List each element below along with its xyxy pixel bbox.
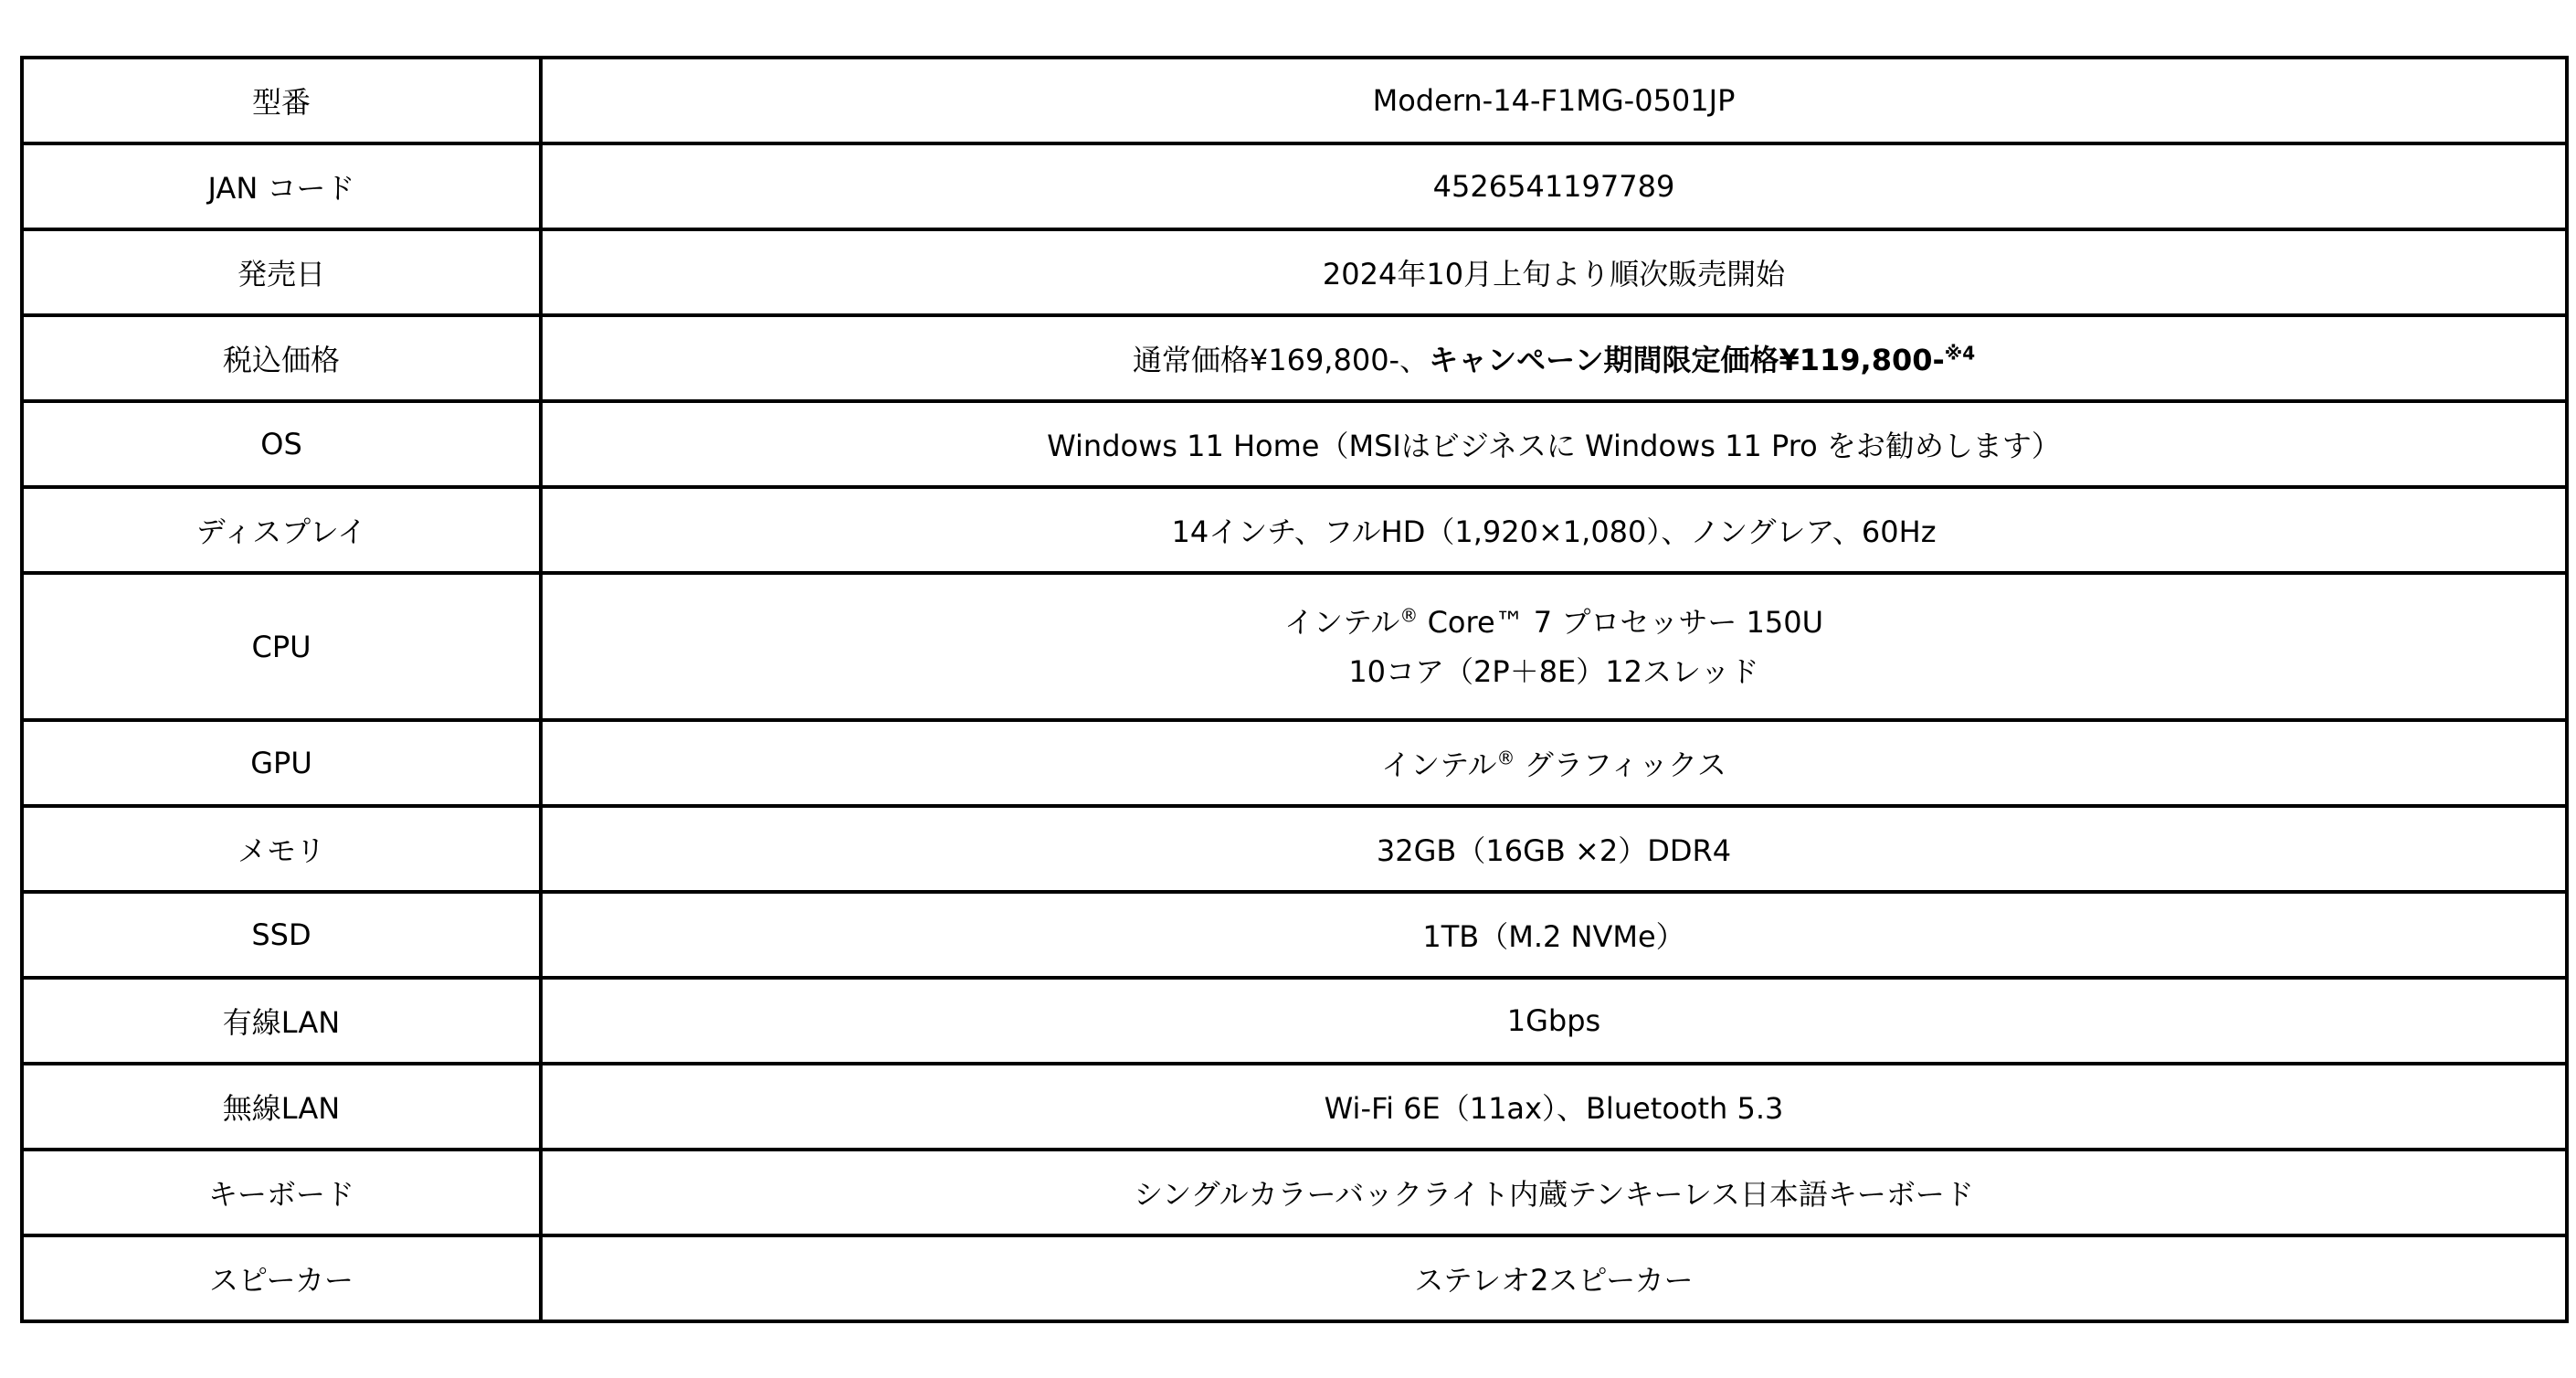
row-value: 32GB（16GB ×2）DDR4 <box>541 806 2567 892</box>
row-value: シングルカラーバックライト内蔵テンキーレス日本語キーボード <box>541 1150 2567 1235</box>
row-label: 無線LAN <box>22 1064 541 1150</box>
registered-mark: ® <box>1399 603 1419 626</box>
row-label: JAN コード <box>22 143 541 229</box>
row-value <box>541 720 2567 806</box>
table-row-gpu <box>22 720 2567 806</box>
table-row-release-date <box>22 229 2567 315</box>
row-value: 1TB（M.2 NVMe） <box>541 892 2567 978</box>
footnote-mark: ※4 <box>1944 342 1976 365</box>
row-label: ディスプレイ <box>22 487 541 573</box>
table-row-speaker <box>22 1235 2567 1321</box>
cpu-model: Core™ 7 プロセッサー 150U <box>1418 604 1824 640</box>
table-row-os <box>22 401 2567 487</box>
row-label: CPU <box>22 573 541 720</box>
table-row-memory <box>22 806 2567 892</box>
table-row-keyboard <box>22 1150 2567 1235</box>
table-row-display <box>22 487 2567 573</box>
row-value: 14インチ、フルHD（1,920×1,080）、ノングレア、60Hz <box>541 487 2567 573</box>
row-label: 税込価格 <box>22 315 541 401</box>
gpu-brand: インテル <box>1381 747 1497 782</box>
table-row-wired-lan <box>22 978 2567 1064</box>
row-value: Wi-Fi 6E（11ax）、Bluetooth 5.3 <box>541 1064 2567 1150</box>
campaign-price: キャンペーン期間限定価格¥119,800- <box>1429 343 1945 377</box>
registered-mark: ® <box>1496 747 1515 769</box>
cpu-brand: インテル <box>1283 604 1400 640</box>
row-label: SSD <box>22 892 541 978</box>
row-label: 型番 <box>22 58 541 143</box>
row-value: ステレオ2スピーカー <box>541 1235 2567 1321</box>
table-row-model <box>22 58 2567 143</box>
row-label: 有線LAN <box>22 978 541 1064</box>
row-value: 2024年10月上旬より順次販売開始 <box>541 229 2567 315</box>
row-value: 4526541197789 <box>541 143 2567 229</box>
row-label: キーボード <box>22 1150 541 1235</box>
table-row-ssd <box>22 892 2567 978</box>
table-row-price <box>22 315 2567 401</box>
row-value: 1Gbps <box>541 978 2567 1064</box>
cpu-model-line <box>554 598 2554 647</box>
gpu-model: グラフィックス <box>1515 747 1726 782</box>
table-row-wireless-lan <box>22 1064 2567 1150</box>
row-label: スピーカー <box>22 1235 541 1321</box>
row-label: GPU <box>22 720 541 806</box>
row-value: Windows 11 Home（MSIはビジネスに Windows 11 Pro をお勧めします） <box>541 401 2567 487</box>
row-label: OS <box>22 401 541 487</box>
regular-price: 通常価格¥169,800-、 <box>1132 343 1430 377</box>
table-row-cpu <box>22 573 2567 720</box>
spec-table <box>20 56 2569 1323</box>
cpu-cores-line: 10コア（2P＋8E）12スレッド <box>1348 653 1759 689</box>
row-value <box>541 315 2567 401</box>
row-value <box>541 573 2567 720</box>
row-label: 発売日 <box>22 229 541 315</box>
table-row-jan <box>22 143 2567 229</box>
row-value: Modern-14-F1MG-0501JP <box>541 58 2567 143</box>
row-label: メモリ <box>22 806 541 892</box>
